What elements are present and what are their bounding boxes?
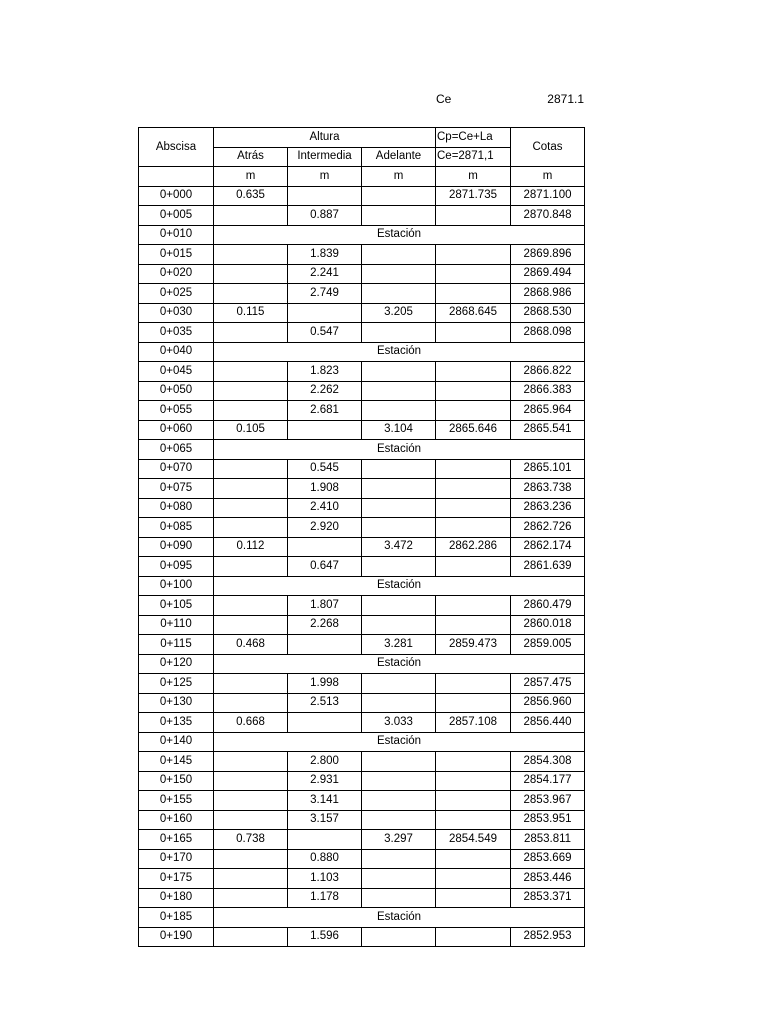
table-row <box>139 888 585 908</box>
cell-intermedia: 2.749 <box>288 284 362 304</box>
cell-cp <box>436 771 511 791</box>
table-row <box>139 284 585 304</box>
cell-adelante <box>362 284 436 304</box>
table-body <box>139 186 585 947</box>
table-row <box>139 381 585 401</box>
cell-abscisa: 0+145 <box>139 752 214 772</box>
table-row <box>139 342 585 362</box>
cell-cp <box>436 557 511 577</box>
cell-cota: 2853.967 <box>511 791 585 811</box>
cell-cp: 2854.549 <box>436 830 511 850</box>
cell-cp <box>436 206 511 226</box>
cell-atras: 0.115 <box>214 303 288 323</box>
cell-abscisa: 0+155 <box>139 791 214 811</box>
cell-cota: 2857.475 <box>511 674 585 694</box>
cell-station: Estación <box>214 908 585 928</box>
cell-cota: 2853.446 <box>511 869 585 889</box>
cell-atras <box>214 615 288 635</box>
cell-station: Estación <box>214 342 585 362</box>
table-row <box>139 479 585 499</box>
cell-atras <box>214 459 288 479</box>
table-row <box>139 303 585 323</box>
cell-cota: 2871.100 <box>511 186 585 206</box>
cell-cota: 2865.964 <box>511 401 585 421</box>
cell-abscisa: 0+180 <box>139 888 214 908</box>
cell-cota: 2860.018 <box>511 615 585 635</box>
ce-label: Ce <box>436 92 452 106</box>
header-units-abscisa <box>139 167 214 187</box>
cell-station: Estación <box>214 225 585 245</box>
cell-intermedia: 1.823 <box>288 362 362 382</box>
header-altura: Altura <box>214 128 436 148</box>
cell-atras <box>214 752 288 772</box>
cell-adelante <box>362 771 436 791</box>
cell-adelante <box>362 498 436 518</box>
table-row <box>139 713 585 733</box>
cell-atras <box>214 674 288 694</box>
cell-atras <box>214 596 288 616</box>
cell-abscisa: 0+105 <box>139 596 214 616</box>
cell-cp <box>436 323 511 343</box>
cell-atras <box>214 771 288 791</box>
cell-adelante: 3.205 <box>362 303 436 323</box>
cell-adelante <box>362 186 436 206</box>
cell-abscisa: 0+140 <box>139 732 214 752</box>
cell-atras <box>214 888 288 908</box>
cell-cota: 2854.308 <box>511 752 585 772</box>
header-units-row <box>139 167 585 187</box>
header-ce-formula: Ce=2871,1 <box>436 147 511 167</box>
cell-abscisa: 0+035 <box>139 323 214 343</box>
cell-adelante <box>362 849 436 869</box>
cell-intermedia <box>288 420 362 440</box>
cell-adelante <box>362 674 436 694</box>
cell-cota: 2862.174 <box>511 537 585 557</box>
header-unit-adelante: m <box>362 167 436 187</box>
cell-atras <box>214 245 288 265</box>
cell-atras <box>214 557 288 577</box>
cell-intermedia: 1.103 <box>288 869 362 889</box>
table-row <box>139 225 585 245</box>
cell-intermedia: 2.410 <box>288 498 362 518</box>
cell-cp <box>436 381 511 401</box>
cell-adelante <box>362 557 436 577</box>
cell-atras: 0.105 <box>214 420 288 440</box>
cell-intermedia: 3.141 <box>288 791 362 811</box>
cell-intermedia <box>288 537 362 557</box>
cell-abscisa: 0+165 <box>139 830 214 850</box>
table-row <box>139 908 585 928</box>
cell-intermedia: 1.178 <box>288 888 362 908</box>
table-row <box>139 635 585 655</box>
table-row <box>139 693 585 713</box>
cell-abscisa: 0+040 <box>139 342 214 362</box>
cell-cp <box>436 752 511 772</box>
cell-abscisa: 0+025 <box>139 284 214 304</box>
cell-cota: 2868.098 <box>511 323 585 343</box>
cell-intermedia: 2.268 <box>288 615 362 635</box>
cell-abscisa: 0+000 <box>139 186 214 206</box>
header-abscisa: Abscisa <box>139 128 214 167</box>
cell-abscisa: 0+100 <box>139 576 214 596</box>
cell-intermedia: 0.545 <box>288 459 362 479</box>
cell-cota: 2861.639 <box>511 557 585 577</box>
cell-cota: 2869.896 <box>511 245 585 265</box>
cell-abscisa: 0+170 <box>139 849 214 869</box>
cell-abscisa: 0+125 <box>139 674 214 694</box>
table-row <box>139 264 585 284</box>
cell-cp: 2871.735 <box>436 186 511 206</box>
table-row <box>139 576 585 596</box>
cell-cp <box>436 284 511 304</box>
table-row <box>139 752 585 772</box>
cell-adelante: 3.472 <box>362 537 436 557</box>
cell-cp <box>436 362 511 382</box>
cell-station: Estación <box>214 576 585 596</box>
cell-atras: 0.468 <box>214 635 288 655</box>
table-row <box>139 323 585 343</box>
cell-adelante <box>362 888 436 908</box>
cell-adelante <box>362 245 436 265</box>
cell-cp <box>436 596 511 616</box>
table-row <box>139 498 585 518</box>
cell-cp <box>436 459 511 479</box>
cell-intermedia: 0.880 <box>288 849 362 869</box>
cell-abscisa: 0+050 <box>139 381 214 401</box>
cell-cp: 2868.645 <box>436 303 511 323</box>
table-row <box>139 420 585 440</box>
cell-cota: 2852.953 <box>511 927 585 947</box>
cell-cota: 2868.986 <box>511 284 585 304</box>
cell-abscisa: 0+175 <box>139 869 214 889</box>
cell-cota: 2853.371 <box>511 888 585 908</box>
cell-atras <box>214 498 288 518</box>
cell-adelante: 3.281 <box>362 635 436 655</box>
cell-station: Estación <box>214 654 585 674</box>
cell-cota: 2853.669 <box>511 849 585 869</box>
cell-adelante <box>362 264 436 284</box>
cell-abscisa: 0+110 <box>139 615 214 635</box>
cell-cp <box>436 479 511 499</box>
cell-atras: 0.635 <box>214 186 288 206</box>
cell-intermedia: 1.839 <box>288 245 362 265</box>
cell-adelante: 3.104 <box>362 420 436 440</box>
cell-intermedia: 1.807 <box>288 596 362 616</box>
cell-cp <box>436 927 511 947</box>
header-atras: Atrás <box>214 147 288 167</box>
cell-atras <box>214 362 288 382</box>
cell-abscisa: 0+020 <box>139 264 214 284</box>
cell-abscisa: 0+160 <box>139 810 214 830</box>
cell-cp: 2865.646 <box>436 420 511 440</box>
header-cotas: Cotas <box>511 128 585 167</box>
table-row <box>139 362 585 382</box>
cell-abscisa: 0+190 <box>139 927 214 947</box>
cell-atras <box>214 791 288 811</box>
cell-adelante <box>362 791 436 811</box>
cell-cota: 2853.951 <box>511 810 585 830</box>
table-row <box>139 401 585 421</box>
cell-cota: 2856.440 <box>511 713 585 733</box>
table-row <box>139 557 585 577</box>
cell-cota: 2870.848 <box>511 206 585 226</box>
cell-cp <box>436 810 511 830</box>
cell-adelante: 3.033 <box>362 713 436 733</box>
cell-intermedia <box>288 830 362 850</box>
cell-cota: 2863.738 <box>511 479 585 499</box>
table-row <box>139 537 585 557</box>
header-adelante: Adelante <box>362 147 436 167</box>
header-unit-cp: m <box>436 167 511 187</box>
table-row <box>139 615 585 635</box>
table-row <box>139 440 585 460</box>
cell-adelante <box>362 401 436 421</box>
cell-abscisa: 0+130 <box>139 693 214 713</box>
cell-atras <box>214 869 288 889</box>
cell-cp <box>436 615 511 635</box>
cell-intermedia <box>288 713 362 733</box>
cell-adelante <box>362 323 436 343</box>
cell-cota: 2866.822 <box>511 362 585 382</box>
cell-intermedia <box>288 635 362 655</box>
cell-cp <box>436 401 511 421</box>
cell-cp <box>436 693 511 713</box>
cell-cota: 2869.494 <box>511 264 585 284</box>
cell-intermedia: 1.596 <box>288 927 362 947</box>
cell-cota: 2853.811 <box>511 830 585 850</box>
cell-intermedia: 1.998 <box>288 674 362 694</box>
cell-atras <box>214 284 288 304</box>
cell-abscisa: 0+185 <box>139 908 214 928</box>
cell-atras: 0.668 <box>214 713 288 733</box>
cell-abscisa: 0+005 <box>139 206 214 226</box>
cell-adelante: 3.297 <box>362 830 436 850</box>
cell-cota: 2862.726 <box>511 518 585 538</box>
cell-abscisa: 0+120 <box>139 654 214 674</box>
table-row <box>139 791 585 811</box>
cell-cp: 2862.286 <box>436 537 511 557</box>
cell-atras <box>214 206 288 226</box>
table-row <box>139 186 585 206</box>
cell-atras <box>214 927 288 947</box>
cell-cota: 2865.541 <box>511 420 585 440</box>
cell-cp <box>436 518 511 538</box>
cell-intermedia: 2.920 <box>288 518 362 538</box>
cell-abscisa: 0+055 <box>139 401 214 421</box>
cell-cota: 2868.530 <box>511 303 585 323</box>
cell-cota: 2854.177 <box>511 771 585 791</box>
table-row <box>139 596 585 616</box>
cell-abscisa: 0+090 <box>139 537 214 557</box>
cell-adelante <box>362 615 436 635</box>
cell-cota: 2863.236 <box>511 498 585 518</box>
cell-abscisa: 0+065 <box>139 440 214 460</box>
cell-intermedia: 2.513 <box>288 693 362 713</box>
cell-abscisa: 0+080 <box>139 498 214 518</box>
cell-adelante <box>362 518 436 538</box>
cell-adelante <box>362 206 436 226</box>
table-row <box>139 927 585 947</box>
table-row <box>139 869 585 889</box>
cell-cota: 2859.005 <box>511 635 585 655</box>
header-row-1 <box>139 128 585 148</box>
table-row <box>139 459 585 479</box>
cell-cp <box>436 245 511 265</box>
cell-cp: 2859.473 <box>436 635 511 655</box>
table-row <box>139 810 585 830</box>
cell-adelante <box>362 810 436 830</box>
cell-intermedia: 0.647 <box>288 557 362 577</box>
cell-atras <box>214 401 288 421</box>
cell-adelante <box>362 869 436 889</box>
table-row <box>139 206 585 226</box>
header-unit-intermedia: m <box>288 167 362 187</box>
cell-intermedia: 1.908 <box>288 479 362 499</box>
cell-atras <box>214 479 288 499</box>
cell-abscisa: 0+075 <box>139 479 214 499</box>
cell-cp <box>436 674 511 694</box>
cell-intermedia: 2.681 <box>288 401 362 421</box>
cell-atras: 0.738 <box>214 830 288 850</box>
cell-intermedia: 2.262 <box>288 381 362 401</box>
cell-adelante <box>362 693 436 713</box>
cell-atras <box>214 264 288 284</box>
cell-cp <box>436 849 511 869</box>
cell-cp <box>436 791 511 811</box>
cell-abscisa: 0+135 <box>139 713 214 733</box>
cell-adelante <box>362 459 436 479</box>
cell-atras <box>214 518 288 538</box>
cell-intermedia: 2.241 <box>288 264 362 284</box>
cell-intermedia: 3.157 <box>288 810 362 830</box>
cell-abscisa: 0+085 <box>139 518 214 538</box>
leveling-table <box>138 127 585 947</box>
table-row <box>139 830 585 850</box>
cell-adelante <box>362 596 436 616</box>
table-row <box>139 654 585 674</box>
cell-abscisa: 0+030 <box>139 303 214 323</box>
cell-abscisa: 0+060 <box>139 420 214 440</box>
cell-adelante <box>362 479 436 499</box>
table-row <box>139 732 585 752</box>
cell-intermedia: 0.887 <box>288 206 362 226</box>
cell-intermedia <box>288 303 362 323</box>
cell-cp: 2857.108 <box>436 713 511 733</box>
cell-atras <box>214 381 288 401</box>
cell-adelante <box>362 927 436 947</box>
table-row <box>139 849 585 869</box>
cell-cota: 2860.479 <box>511 596 585 616</box>
cell-station: Estación <box>214 732 585 752</box>
ce-value: 2871.1 <box>547 92 584 106</box>
table-row <box>139 771 585 791</box>
table-row <box>139 245 585 265</box>
cell-cota: 2856.960 <box>511 693 585 713</box>
cell-abscisa: 0+095 <box>139 557 214 577</box>
cell-adelante <box>362 381 436 401</box>
cell-adelante <box>362 752 436 772</box>
cell-atras <box>214 323 288 343</box>
header-unit-cotas: m <box>511 167 585 187</box>
table-row <box>139 518 585 538</box>
cell-intermedia: 2.931 <box>288 771 362 791</box>
cell-abscisa: 0+070 <box>139 459 214 479</box>
cell-atras: 0.112 <box>214 537 288 557</box>
cell-cp <box>436 869 511 889</box>
cell-cp <box>436 498 511 518</box>
cell-cota: 2866.383 <box>511 381 585 401</box>
cell-abscisa: 0+010 <box>139 225 214 245</box>
header-unit-atras: m <box>214 167 288 187</box>
cell-cp <box>436 264 511 284</box>
cell-adelante <box>362 362 436 382</box>
cell-abscisa: 0+045 <box>139 362 214 382</box>
cell-atras <box>214 849 288 869</box>
table-row <box>139 674 585 694</box>
cell-atras <box>214 810 288 830</box>
cell-intermedia: 0.547 <box>288 323 362 343</box>
cell-cp <box>436 888 511 908</box>
cell-intermedia: 2.800 <box>288 752 362 772</box>
cell-abscisa: 0+150 <box>139 771 214 791</box>
cell-abscisa: 0+115 <box>139 635 214 655</box>
cell-cota: 2865.101 <box>511 459 585 479</box>
cell-station: Estación <box>214 440 585 460</box>
cell-intermedia <box>288 186 362 206</box>
header-intermedia: Intermedia <box>288 147 362 167</box>
cell-atras <box>214 693 288 713</box>
cell-abscisa: 0+015 <box>139 245 214 265</box>
header-cp-formula: Cp=Ce+La <box>436 128 511 148</box>
